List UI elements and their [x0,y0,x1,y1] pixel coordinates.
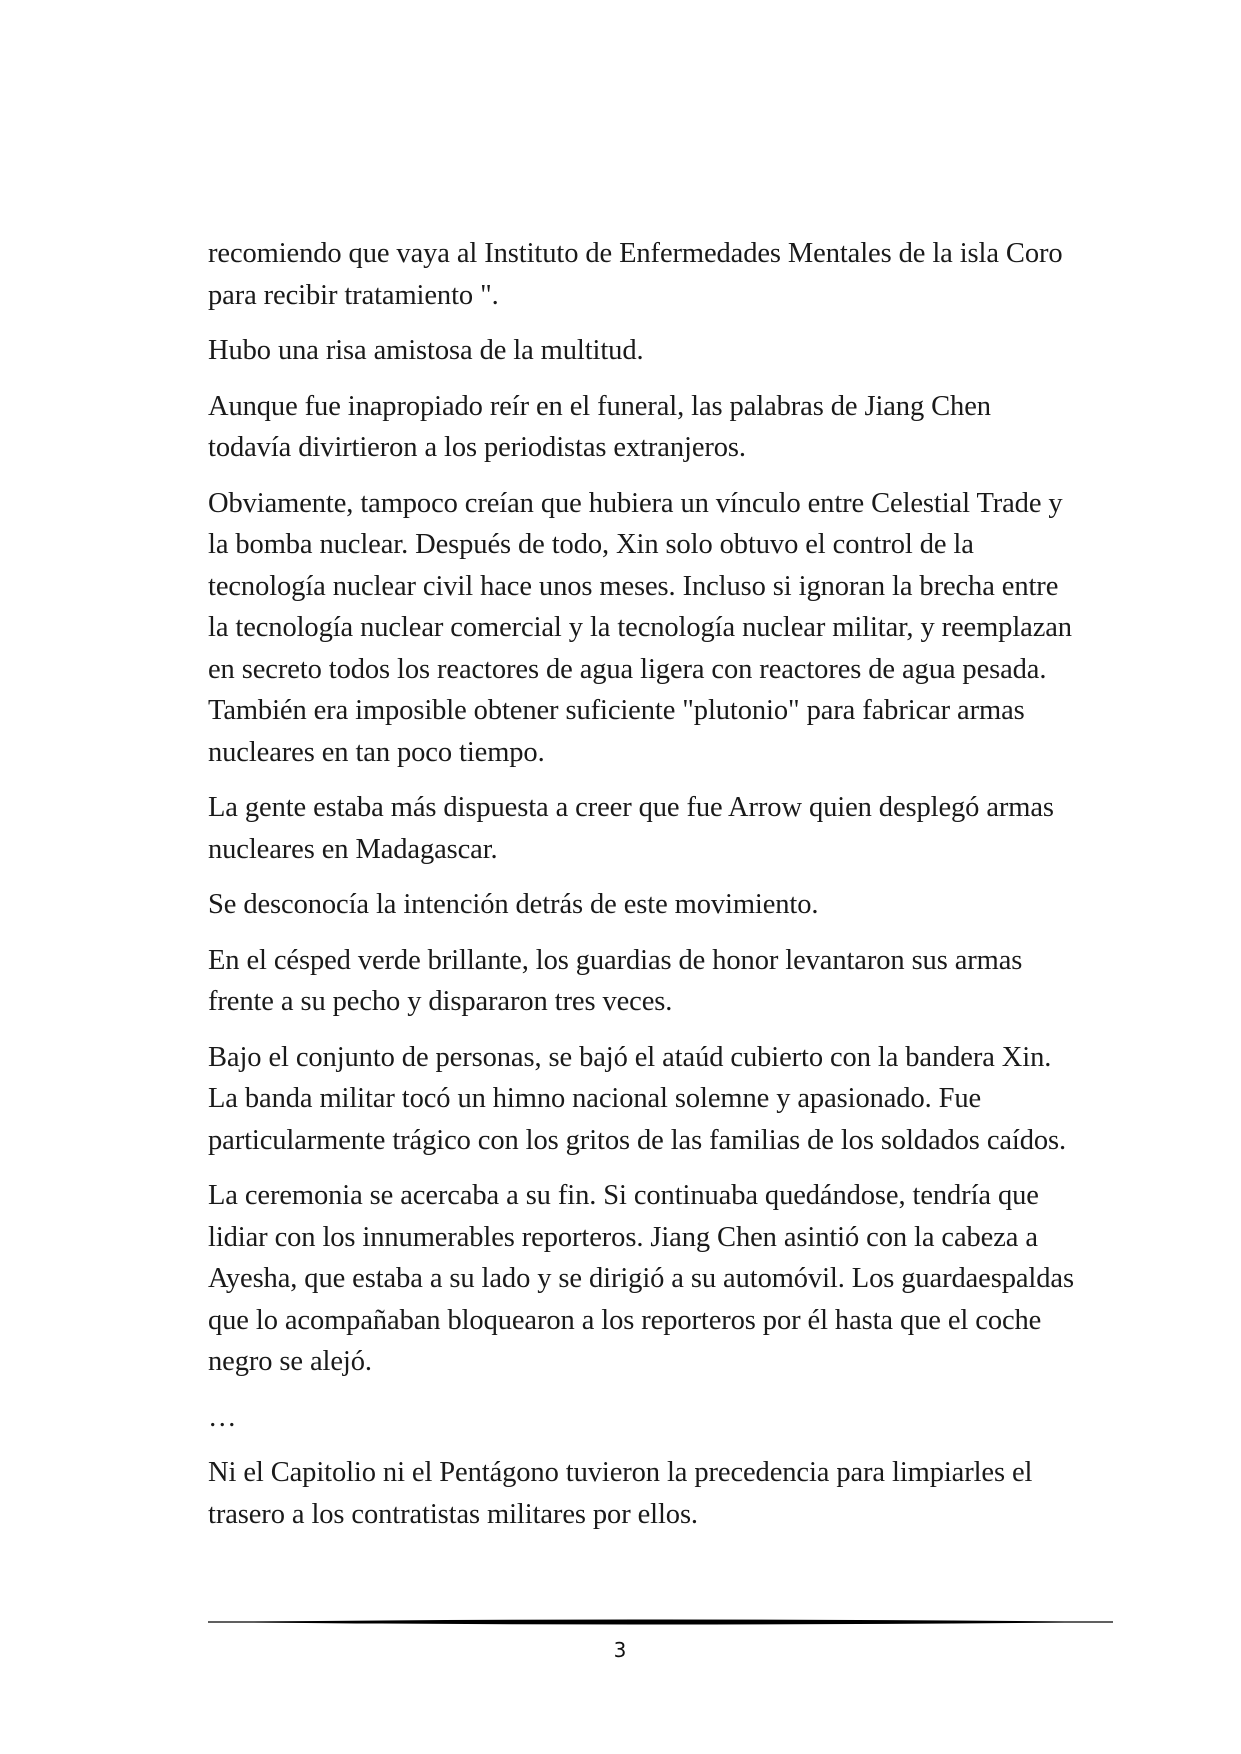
footer-ornament-rule [208,1617,1113,1627]
body-text [208,233,1078,1549]
paragraph: Bajo el conjunto de personas, se bajó el ataúd cubierto con la bandera Xin. La banda militar tocó un himno nacional solemne y apasionado. Fue particularmente trágico con los gritos de las familias de los soldados caídos. [208,1041,1067,1156]
paragraph: Ni el Capitolio ni el Pentágono tuvieron la precedencia para limpiarles el trasero a los contratistas militares por ellos. [208,1457,1033,1530]
paragraph: Hubo una risa amistosa de la multitud. [208,335,644,366]
paragraph: Se desconocía la intención detrás de este movimiento. [208,889,819,920]
page-number: 3 [613,1638,627,1662]
paragraph: La gente estaba más dispuesta a creer que fue Arrow quien desplegó armas nucleares en Madagascar. [208,792,1054,865]
paragraph: En el césped verde brillante, los guardias de honor levantaron sus armas frente a su pecho y dispararon tres veces. [208,944,1023,1017]
paragraph: La ceremonia se acercaba a su fin. Si continuaba quedándose, tendría que lidiar con los innumerables reporteros. Jiang Chen asintió con la cabeza a Ayesha, que estaba a su lado y se dirigió a su automóvil. Los guardaespaldas que lo acompañaban bloquearon a los reporteros por él hasta que el coche negro se alejó. [208,1180,1074,1377]
paragraph: Aunque fue inapropiado reír en el funeral, las palabras de Jiang Chen todavía divirtieron a los periodistas extranjeros. [208,390,991,463]
paragraph: recomiendo que vaya al Instituto de Enfermedades Mentales de la isla Coro para recibir tratamiento ". [208,238,1063,311]
section-break-ellipsis: … [208,1401,237,1433]
paragraph: Obviamente, tampoco creían que hubiera un vínculo entre Celestial Trade y la bomba nuclear. Después de todo, Xin solo obtuvo el control de la tecnología nuclear civil hace unos meses. Incluso si ignoran la brecha entre la tecnología nuclear comercial y la tecnología nuclear militar, y reemplazan en secreto todos los reactores de agua ligera con reactores de agua pesada. También era imposible obtener suficiente "plutonio" para fabricar armas nucleares en tan poco tiempo. [208,487,1072,768]
